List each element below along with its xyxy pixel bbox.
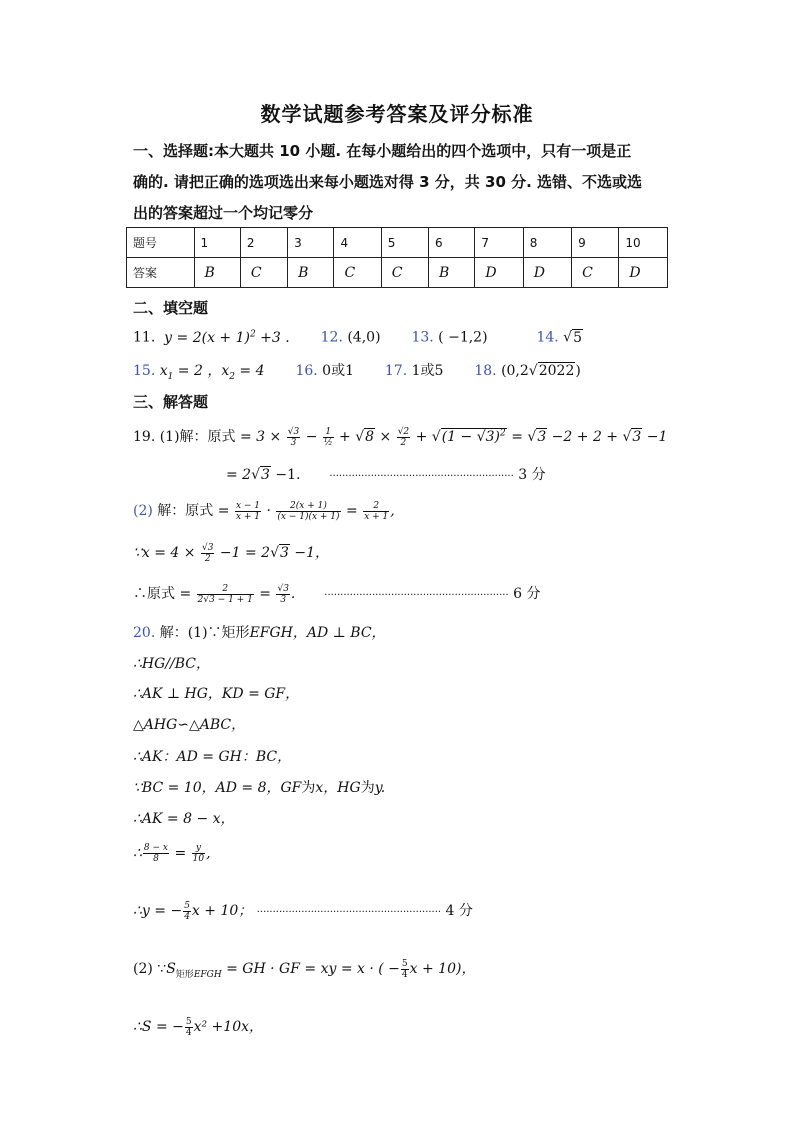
q19-2-text: 解：原式 [157,503,214,519]
q14-number: 14. [536,329,559,346]
q20-line9: ∴y = − $\frac{5}{4}$ x + 10； ·························································· 4 分 [133,900,473,922]
q17-number: 17. [384,363,408,379]
q14-answer: √5 [563,329,583,346]
q17-answer: 1或5 [411,363,444,379]
q20-line1: 20. 解：(1)∵矩形EFGH，AD ⊥ BC， [133,625,386,641]
dot-leader: ·························································· [256,907,442,918]
row-label-number: 题号 [127,228,195,258]
table-cell: 10 [619,228,668,258]
score-4: 4 分 [445,903,473,919]
q19-expression: = 3 × $\frac{√3}{3}$ − $\frac{1}{\text{½}}$ + √8 × $\frac{√2}{2}$ + $√(1 - √3)^2 = √3 -2 + 2 + √3 -1$ [240,426,668,448]
q20-part2-line2: ∴S = − $\frac{5}{4}$ x² +10x， [133,1016,263,1038]
section3-heading: 三、解答题 [133,393,209,411]
q20-part2-line1: (2) $\because S_{矩形EFGH}$ = GH · GF = xy = x · ( − $\frac{5}{4}$ x + 10)， [133,958,476,980]
score-3: 3 分 [518,467,546,483]
table-cell: D [523,258,571,288]
table-cell: 8 [523,228,571,258]
q20-line6: ∵BC = 10，AD = 8，GF为x，HG为y. [133,780,386,796]
fill-answers-row1 [133,329,583,346]
q20-label: 20. [133,625,156,641]
table-cell: C [381,258,428,288]
q12-number: 12. [320,329,343,346]
table-cell: D [619,258,668,288]
q19-2-line2: ∵x = 4 × $\frac{√3}{2}$ −1 = 2√3 −1， [133,542,330,564]
q20-line2: ∴HG//BC， [133,656,210,672]
q19-2-line3: ∴原式 = $\frac{2}{2√3 - 1 + 1}$ = $\frac{√3}{3}$ . ·························································· 6 分 [133,583,541,605]
q16-answer: 0或1 [322,363,354,379]
table-cell: D [475,258,523,288]
section1-line3: 出的答案超过一个均记零分 [133,204,314,222]
q19-1-line2: = 2√3 −1. ·························································· 3 分 [226,467,546,483]
q16-number: 16. [295,363,318,379]
q20-part1-intro: 解：(1)∵矩形 [159,625,250,641]
table-cell: 2 [240,228,287,258]
section1-line2: 确的. 请把正确的选项选出来每小题选对得 3 分，共 30 分. 选错、不选或选 [133,173,643,191]
q15-number: 15. [133,363,156,379]
q20-line7: ∴AK = 8 − x， [133,811,235,827]
table-cell: 9 [572,228,619,258]
q18-answer: (0,2√2022) [501,363,581,379]
table-cell: 3 [288,228,334,258]
q20-line3: ∴AK ⊥ HG，KD = GF， [133,686,300,702]
q15-answer: $x_1 = 2$ ，$x_2 = 4$ [159,363,265,382]
section2-heading: 二、填空题 [133,299,209,317]
table-cell: C [334,258,381,288]
score-6: 6 分 [513,586,541,602]
q19-1-line1 [133,426,667,448]
table-cell: 1 [194,228,240,258]
original-expression-label: 原式 [147,586,175,602]
q18-number: 18. [474,363,497,379]
q12-answer: (4,0) [347,329,381,346]
table-cell: C [572,258,619,288]
q13-answer: ( −1,2) [438,329,488,346]
table-row-numbers [127,228,668,258]
q19-result: −1. [275,467,301,483]
table-cell: 7 [475,228,523,258]
table-cell: C [240,258,287,288]
page-title: 数学试题参考答案及评分标准 [260,102,534,126]
fill-answers-row2 [133,360,581,382]
table-cell: 5 [381,228,428,258]
dot-leader: ·························································· [329,471,514,482]
q19-2-label: (2) [133,503,153,519]
table-cell: 6 [428,228,474,258]
section1-line1: 一、选择题:本大题共 10 小题. 在每小题给出的四个选项中，只有一项是正 [133,142,632,160]
q13-number: 13. [411,329,434,346]
q11-answer: $y = 2(x + 1)^2 +3$ . [159,329,290,346]
dot-leader: ·························································· [324,590,509,601]
table-cell: B [288,258,334,288]
q20-line5: ∴AK：AD = GH：BC， [133,749,292,765]
answer-table [126,227,668,288]
q19-label: 19. (1)解：原式 [133,429,236,445]
q11-number: 11. [133,329,156,346]
table-row-answers [127,258,668,288]
q20-line4: △AHG∽△ABC， [133,717,246,733]
q19-2-line1: (2) 解：原式 = $\frac{x - 1}{x + 1}$ · $\frac{2(x + 1)}{(x - 1)(x + 1)}$ = $\frac{2}{x + 1}$ , [133,500,395,522]
table-cell: B [428,258,474,288]
table-cell: B [194,258,240,288]
table-cell: 4 [334,228,381,258]
row-label-answer: 答案 [127,258,195,288]
q20-line8: ∴ $\frac{8 - x}{8}$ = $\frac{y}{10}$ , [133,843,211,864]
